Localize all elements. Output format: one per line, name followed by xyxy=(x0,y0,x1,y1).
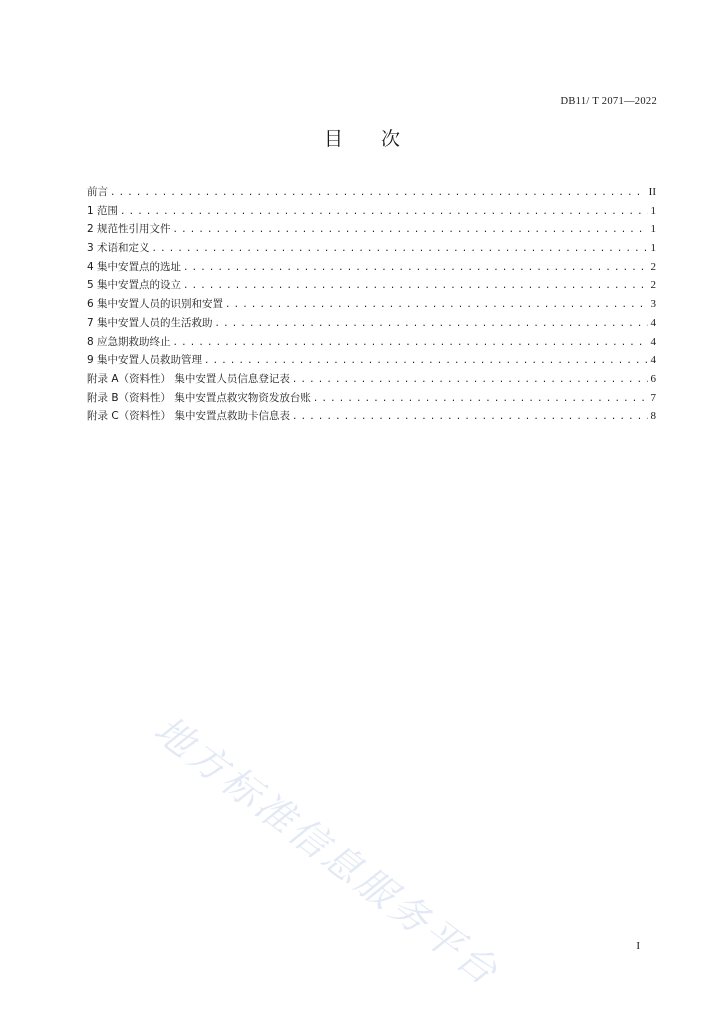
toc-leader-dots xyxy=(292,408,647,427)
page-title xyxy=(0,124,724,151)
toc-entry-page: 4 xyxy=(650,316,656,329)
toc-entry-site-selection[interactable] xyxy=(87,258,656,277)
toc-entry-label: 5 集中安置点的设立 xyxy=(87,279,182,292)
toc-entry-label: 7 集中安置人员的生活救助 xyxy=(87,316,213,329)
toc-entry-page: 2 xyxy=(650,279,656,292)
standard-code: DB11/ T 2071—2022 xyxy=(560,96,657,107)
toc-entry-page: 1 xyxy=(650,242,656,255)
toc-entry-foreword[interactable] xyxy=(87,183,656,202)
page-number: I xyxy=(636,940,640,952)
toc-entry-appendix-c[interactable] xyxy=(87,407,656,426)
page-title-char-2: 次 xyxy=(381,128,401,150)
toc-entry-label: 8 应急期救助终止 xyxy=(87,335,171,348)
toc-entry-appendix-b[interactable] xyxy=(87,389,656,408)
toc-entry-identification[interactable] xyxy=(87,295,656,314)
watermark: 地方标准信息服务平台 xyxy=(146,707,509,996)
toc-leader-dots xyxy=(173,334,648,353)
toc-entry-page: 8 xyxy=(650,410,656,423)
toc-entry-page: 1 xyxy=(650,204,656,217)
toc-entry-page: 7 xyxy=(650,391,656,404)
toc-entry-page: 4 xyxy=(650,335,656,348)
toc-entry-page: 3 xyxy=(650,298,656,311)
toc-entry-label: 1 范围 xyxy=(87,204,119,217)
toc-entry-terms-definitions[interactable] xyxy=(87,239,656,258)
toc-entry-page: 4 xyxy=(650,354,656,367)
toc-entry-label: 附录 A（资料性） 集中安置人员信息登记表 xyxy=(87,372,290,385)
toc-entry-living-assistance[interactable] xyxy=(87,314,656,333)
toc-leader-dots xyxy=(292,371,648,390)
toc-entry-label: 前言 xyxy=(87,186,108,198)
toc-leader-dots xyxy=(313,390,648,409)
toc-entry-page: II xyxy=(648,186,656,198)
toc-entry-termination[interactable] xyxy=(87,333,656,352)
toc-leader-dots xyxy=(183,259,647,278)
toc-entry-page: 1 xyxy=(650,223,656,236)
toc-entry-normative-references[interactable] xyxy=(87,220,656,239)
toc-leader-dots xyxy=(215,315,648,334)
toc-entry-label: 2 规范性引用文件 xyxy=(87,223,171,236)
toc-leader-dots xyxy=(173,221,648,240)
toc-entry-appendix-a[interactable] xyxy=(87,370,656,389)
toc-entry-management[interactable] xyxy=(87,351,656,370)
toc-entry-label: 附录 C（资料性） 集中安置点救助卡信息表 xyxy=(87,410,291,423)
toc-leader-dots xyxy=(110,184,646,203)
toc-leader-dots xyxy=(204,352,647,371)
toc-entry-label: 6 集中安置人员的识别和安置 xyxy=(87,298,224,311)
toc-entry-site-establishment[interactable] xyxy=(87,276,656,295)
toc-entry-scope[interactable] xyxy=(87,202,656,221)
toc-leader-dots xyxy=(152,240,648,259)
table-of-contents xyxy=(87,183,656,426)
toc-leader-dots xyxy=(183,277,647,296)
page-title-char-1: 目 xyxy=(323,128,343,150)
toc-entry-label: 附录 B（资料性） 集中安置点救灾物资发放台账 xyxy=(87,391,311,404)
toc-leader-dots xyxy=(225,296,647,315)
toc-entry-page: 2 xyxy=(650,260,656,273)
toc-entry-label: 3 术语和定义 xyxy=(87,242,150,255)
toc-entry-label: 9 集中安置人员救助管理 xyxy=(87,354,203,367)
toc-leader-dots xyxy=(120,203,647,222)
toc-entry-label: 4 集中安置点的选址 xyxy=(87,260,182,273)
toc-entry-page: 6 xyxy=(650,372,656,385)
